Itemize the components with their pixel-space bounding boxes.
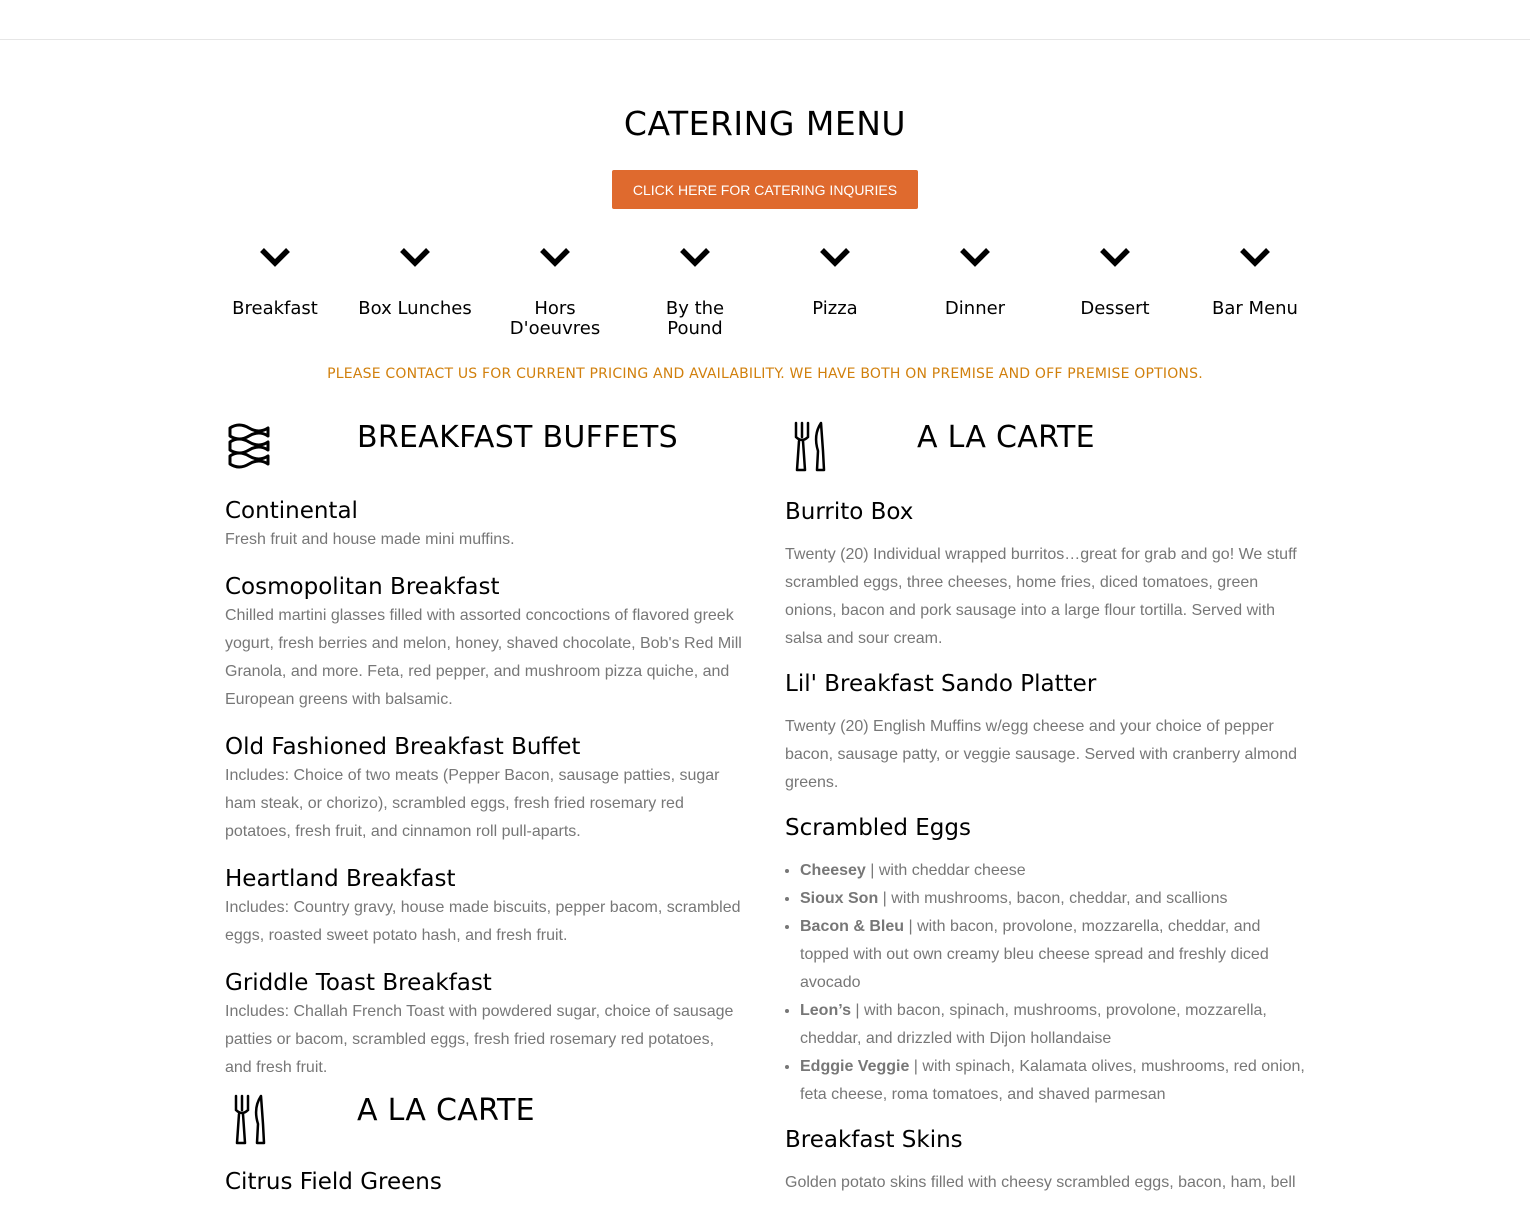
section-heading-a-la-carte-left bbox=[225, 1093, 745, 1153]
egg-option-desc: | with spinach, Kalamata olives, mushrooms, red onion, feta cheese, roma tomatoes, and shaved parmesan bbox=[800, 1058, 1305, 1103]
nav-item-breakfast[interactable] bbox=[205, 240, 345, 350]
chevron-down-icon bbox=[1238, 244, 1272, 270]
menu-item bbox=[225, 732, 745, 846]
list-item bbox=[800, 1053, 1305, 1109]
nav-item-bar-menu[interactable] bbox=[1185, 240, 1325, 350]
chevron-down-icon bbox=[398, 244, 432, 270]
partial-item bbox=[225, 1167, 745, 1197]
menu-item-title: Old Fashioned Breakfast Buffet bbox=[225, 734, 581, 760]
list-item bbox=[800, 997, 1305, 1053]
nav-label-dinner: Dinner bbox=[944, 298, 1006, 319]
heading-breakfast-buffets: BREAKFAST BUFFETS bbox=[357, 420, 678, 455]
scrambled-eggs-list bbox=[785, 857, 1305, 1109]
nav-label-hors-doeuvres: Hors D'oeuvres bbox=[509, 298, 601, 339]
egg-option-name: Edggie Veggie bbox=[800, 1058, 910, 1075]
nav-item-pizza[interactable] bbox=[765, 240, 905, 350]
section-heading-breakfast-buffets bbox=[225, 420, 745, 480]
chevron-down-icon bbox=[538, 244, 572, 270]
menu-item-title: Burrito Box bbox=[785, 499, 914, 525]
fork-knife-icon bbox=[225, 1093, 273, 1147]
heading-a-la-carte-left: A LA CARTE bbox=[357, 1093, 535, 1128]
nav-label-dessert: Dessert bbox=[1080, 298, 1150, 319]
nav-item-box-lunches[interactable] bbox=[345, 240, 485, 350]
menu-item-description: Includes: Choice of two meats (Pepper Bacon, sausage patties, sugar ham steak, or chorizo), scrambled eggs, fresh fried rosemary red potatoes, fresh fruit, and cinnamon roll pull-aparts. bbox=[225, 767, 720, 840]
catering-inquiries-button[interactable]: CLICK HERE FOR CATERING INQURIES bbox=[612, 170, 918, 209]
menu-item bbox=[225, 496, 745, 554]
egg-option-desc: | with cheddar cheese bbox=[865, 862, 1026, 879]
egg-option-name: Cheesey bbox=[800, 862, 866, 879]
nav-label-by-the-pound: By the Pound bbox=[665, 298, 725, 339]
egg-option-desc: | with bacon, spinach, mushrooms, provolone, mozzarella, cheddar, and drizzled with Dijon hollandaise bbox=[800, 1002, 1267, 1047]
menu-item-title: Cosmopolitan Breakfast bbox=[225, 574, 500, 600]
nav-item-hors-doeuvres[interactable] bbox=[485, 240, 625, 350]
list-item bbox=[800, 913, 1305, 997]
chevron-down-icon bbox=[1098, 244, 1132, 270]
pricing-notice: PLEASE CONTACT US FOR CURRENT PRICING AND AVAILABILITY. WE HAVE BOTH ON PREMISE AND OFF PREMISE OPTIONS. bbox=[327, 366, 1203, 382]
heading-a-la-carte: A LA CARTE bbox=[917, 420, 1095, 455]
menu-item bbox=[225, 968, 745, 1082]
menu-item bbox=[785, 669, 1305, 797]
menu-item bbox=[785, 1125, 1305, 1197]
chevron-down-icon bbox=[958, 244, 992, 270]
menu-category-nav bbox=[205, 240, 1325, 350]
menu-item-description: Golden potato skins filled with cheesy scrambled eggs, bacon, ham, bell bbox=[785, 1174, 1296, 1191]
menu-item-title: Lil' Breakfast Sando Platter bbox=[785, 671, 1097, 697]
list-item bbox=[800, 885, 1305, 913]
menu-item-description: Chilled martini glasses filled with assorted concoctions of flavored greek yogurt, fresh berries and melon, honey, shaved chocolate, Bob's Red Mill Granola, and more. Feta, red pepper, and mushroom pizza quiche, and European greens with balsamic. bbox=[225, 607, 742, 708]
chevron-down-icon bbox=[818, 244, 852, 270]
menu-item bbox=[225, 572, 745, 714]
nav-item-dessert[interactable] bbox=[1045, 240, 1185, 350]
menu-item-title: Continental bbox=[225, 498, 358, 524]
egg-option-name: Bacon & Bleu bbox=[800, 918, 905, 935]
chevron-down-icon bbox=[258, 244, 292, 270]
egg-option-name: Sioux Son bbox=[800, 890, 879, 907]
top-header-bar bbox=[0, 0, 1530, 40]
a-la-carte-list bbox=[785, 497, 1305, 1213]
menu-item bbox=[785, 813, 1305, 1109]
egg-option-desc: | with bacon, provolone, mozzarella, cheddar, and topped with out own creamy bleu cheese spread and freshly diced avocado bbox=[800, 918, 1269, 991]
list-item bbox=[800, 857, 1305, 885]
menu-item-title: Heartland Breakfast bbox=[225, 866, 456, 892]
nav-label-breakfast: Breakfast bbox=[232, 298, 318, 319]
menu-item-description: Twenty (20) Individual wrapped burritos…great for grab and go! We stuff scrambled eggs, three cheeses, home fries, diced tomatoes, green onions, bacon and pork sausage into a large flour tortilla. Served with salsa and sour cream. bbox=[785, 546, 1297, 647]
nav-item-by-the-pound[interactable] bbox=[625, 240, 765, 350]
menu-item-title: Griddle Toast Breakfast bbox=[225, 970, 492, 996]
nav-item-dinner[interactable] bbox=[905, 240, 1045, 350]
egg-option-desc: | with mushrooms, bacon, cheddar, and scallions bbox=[878, 890, 1228, 907]
menu-item-title: Citrus Field Greens bbox=[225, 1169, 442, 1195]
menu-item-description: Includes: Challah French Toast with powdered sugar, choice of sausage patties or bacom, scrambled eggs, fresh fried rosemary red potatoes, and fresh fruit. bbox=[225, 1003, 734, 1076]
menu-item-description: Fresh fruit and house made mini muffins. bbox=[225, 531, 515, 548]
menu-item bbox=[225, 864, 745, 950]
menu-item-title: Scrambled Eggs bbox=[785, 815, 971, 841]
egg-option-name: Leon’s bbox=[800, 1002, 851, 1019]
nav-label-box-lunches: Box Lunches bbox=[358, 298, 472, 319]
menu-item-description: Twenty (20) English Muffins w/egg cheese and your choice of pepper bacon, sausage patty, or veggie sausage. Served with cranberry almond greens. bbox=[785, 718, 1297, 791]
menu-item-title: Breakfast Skins bbox=[785, 1127, 963, 1153]
nav-label-bar-menu: Bar Menu bbox=[1212, 298, 1298, 319]
menu-item-description: Includes: Country gravy, house made biscuits, pepper bacom, scrambled eggs, roasted sweet potato hash, and fresh fruit. bbox=[225, 899, 741, 944]
bacon-icon bbox=[225, 420, 273, 470]
chevron-down-icon bbox=[678, 244, 712, 270]
section-heading-a-la-carte bbox=[785, 420, 1305, 480]
page-title: CATERING MENU bbox=[623, 104, 907, 143]
fork-knife-icon bbox=[785, 420, 833, 474]
breakfast-buffets-list bbox=[225, 496, 745, 1100]
nav-label-pizza: Pizza bbox=[812, 298, 858, 319]
menu-item bbox=[785, 497, 1305, 653]
